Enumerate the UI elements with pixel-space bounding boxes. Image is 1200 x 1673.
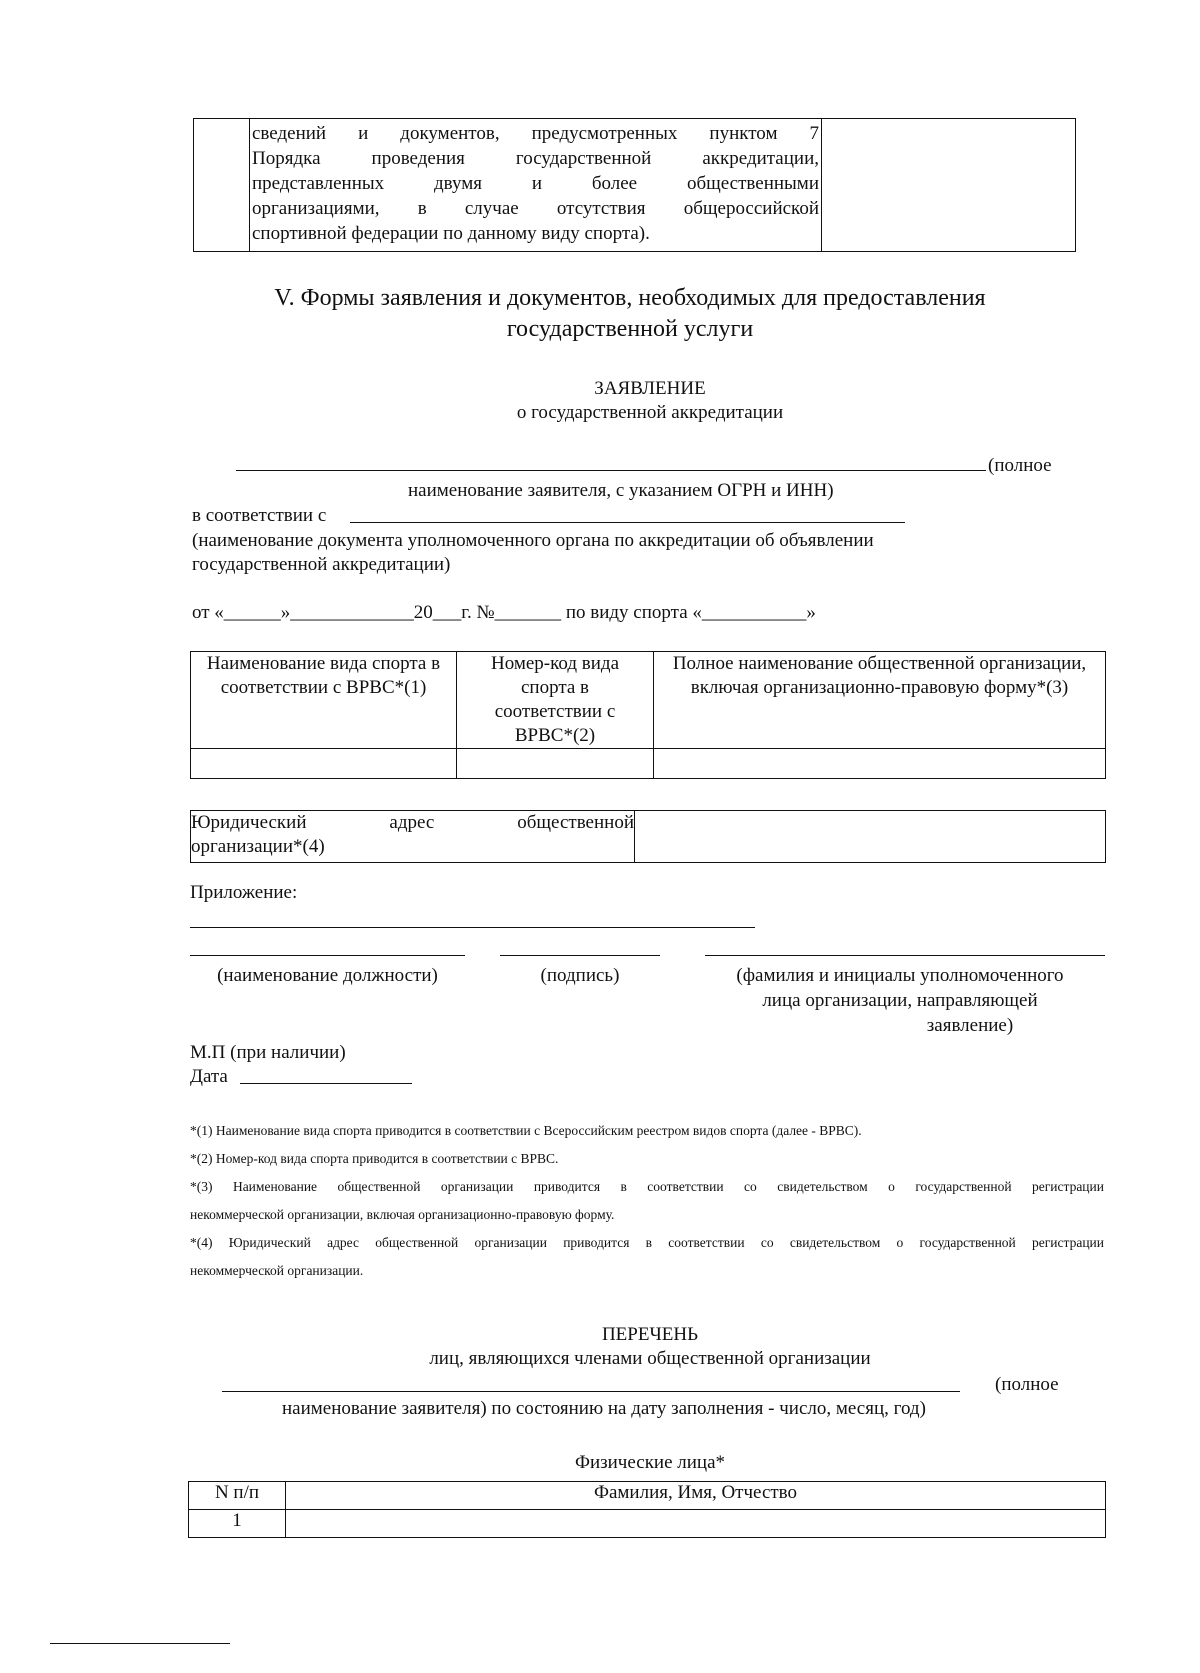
top-table-line: спортивной федерации по данному виду спорта).: [252, 223, 650, 244]
name-caption-line1: (фамилия и инициалы уполномоченного: [736, 965, 1064, 986]
document-line: [350, 522, 905, 523]
document-caption-line1: (наименование документа уполномоченного органа по аккредитации об объявлении: [192, 530, 874, 551]
date-label: Дата: [190, 1066, 228, 1087]
signature-line: [500, 955, 660, 956]
persons-table: [188, 1481, 1106, 1538]
address-value-cell: [635, 811, 1106, 863]
col-num-header: N п/п: [189, 1482, 286, 1510]
appendix-label: Приложение:: [190, 882, 298, 903]
appendix-line: [190, 927, 755, 928]
according-label: в соответствии с: [192, 505, 327, 526]
top-table-empty-cell: [822, 119, 1076, 252]
address-table: [190, 810, 1106, 863]
top-table-line: организациями, в случае отсутствия общероссийской: [252, 198, 819, 219]
address-label-line1: Юридический адрес общественной: [191, 812, 634, 833]
date-line: [240, 1083, 412, 1084]
persons-caption: Физические лица*: [574, 1452, 726, 1473]
list-applicant-suffix: (полное: [995, 1374, 1059, 1395]
footnote-2: *(2) Номер-код вида спорта приводится в соответствии с ВРВС.: [190, 1151, 559, 1166]
top-table-num-cell: [194, 119, 250, 252]
list-subtitle: лиц, являющихся членами общественной организации: [429, 1348, 871, 1369]
sport-name-cell: [191, 749, 457, 779]
sport-table: [190, 651, 1106, 779]
organization-name-cell: [654, 749, 1106, 779]
top-continuation-table: [193, 118, 1076, 252]
sport-code-header: Номер-код вида спорта в соответствии с ВРВС*(2): [457, 652, 654, 749]
name-caption-line2: лица организации, направляющей: [762, 990, 1038, 1011]
address-label-cell: [191, 811, 635, 863]
top-table-text-cell: [250, 119, 822, 252]
footnote-separator: [50, 1643, 230, 1644]
applicant-caption: наименование заявителя, с указанием ОГРН и ИНН): [408, 480, 834, 501]
name-line: [705, 955, 1105, 956]
footnote-1: *(1) Наименование вида спорта приводится в соответствии с Всероссийским реестром видов спорта (далее - ВРВС).: [190, 1123, 862, 1138]
list-applicant-line: [222, 1391, 960, 1392]
organization-name-header: Полное наименование общественной организации, включая организационно-правовую форму*(3): [654, 652, 1106, 749]
footnote-3-line2: некоммерческой организации, включая организационно-правовую форму.: [190, 1207, 615, 1222]
name-caption-line3: заявление): [926, 1015, 1014, 1036]
address-label-line2: организации*(4): [191, 836, 325, 857]
list-applicant-caption: наименование заявителя) по состоянию на дату заполнения - число, месяц, год): [282, 1398, 926, 1419]
row-num-cell: 1: [189, 1510, 286, 1538]
footnotes: [190, 1117, 1104, 1285]
footnote-3-line1: *(3) Наименование общественной организации приводится в соответствии со свидетельством о государственной регистрации: [190, 1179, 1104, 1194]
section-title-line2: государственной услуги: [506, 316, 754, 342]
position-line: [190, 955, 465, 956]
top-table-line: Порядка проведения государственной аккредитации,: [252, 148, 819, 169]
applicant-suffix: (полное: [988, 455, 1052, 476]
applicant-name-line: [236, 470, 986, 471]
section-title: [140, 283, 1120, 345]
application-title: ЗАЯВЛЕНИЕ: [594, 378, 706, 399]
section-title-line1: V. Формы заявления и документов, необходимых для предоставления: [274, 285, 986, 311]
date-number-line: от «______»_____________20___г. №_______ по виду спорта «___________»: [192, 602, 816, 623]
sport-name-header: Наименование вида спорта в соответствии с ВРВС*(1): [191, 652, 457, 749]
footnote-4-line1: *(4) Юридический адрес общественной организации приводится в соответствии со свидетельством о государственной регистрации: [190, 1235, 1104, 1250]
stamp-label: М.П (при наличии): [190, 1042, 346, 1063]
footnote-4-line2: некоммерческой организации.: [190, 1263, 364, 1278]
top-table-line: сведений и документов, предусмотренных пунктом 7: [252, 123, 819, 144]
position-caption: (наименование должности): [217, 965, 438, 986]
top-table-line: представленных двумя и более общественными: [252, 173, 819, 194]
document-caption-line2: государственной аккредитации): [192, 554, 451, 575]
list-title: ПЕРЕЧЕНЬ: [601, 1324, 699, 1345]
col-name-header: Фамилия, Имя, Отчество: [286, 1482, 1106, 1510]
signature-caption: (подпись): [540, 965, 620, 986]
row-name-cell: [286, 1510, 1106, 1538]
sport-code-cell: [457, 749, 654, 779]
application-subtitle: о государственной аккредитации: [516, 402, 784, 423]
name-caption: [700, 963, 1100, 1038]
